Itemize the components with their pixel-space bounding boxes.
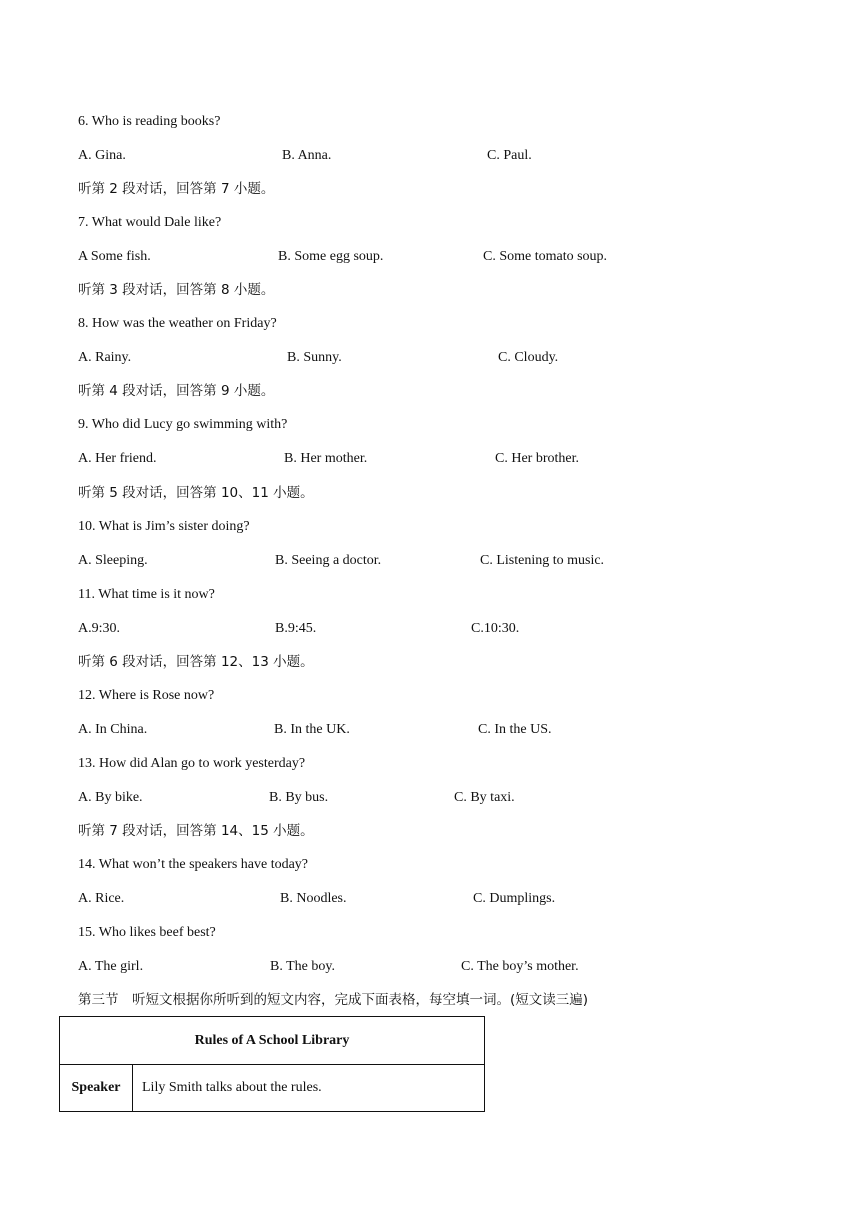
question-13: 13. How did Alan go to work yesterday? [78,756,306,771]
q14-option-b: B. Noodles. [280,891,347,906]
q11-option-b: B.9:45. [275,621,317,636]
q10-option-c: C. Listening to music. [480,553,605,568]
instruction-dialogue-4: 听第 4 段对话，回答第 9 小题。 [78,383,275,399]
q9-option-a: A. Her friend. [78,451,157,466]
q10-option-a: A. Sleeping. [78,553,148,568]
q13-option-a: A. By bike. [78,790,143,805]
q9-option-b: B. Her mother. [284,451,368,466]
section-3-heading: 第三节 听短文根据你所听到的短文内容，完成下面表格，每空填一词。(短文读三遍) [78,992,589,1008]
q7-option-a: A Some fish. [78,249,151,264]
question-7: 7. What would Dale like? [78,215,222,230]
instruction-dialogue-6: 听第 6 段对话，回答第 12、13 小题。 [78,654,314,670]
q15-option-c: C. The boy’s mother. [461,959,579,974]
q8-option-b: B. Sunny. [287,350,342,365]
q9-option-c: C. Her brother. [495,451,579,466]
q15-option-b: B. The boy. [270,959,335,974]
q13-option-c: C. By taxi. [454,790,515,805]
q8-option-a: A. Rainy. [78,350,132,365]
q14-option-c: C. Dumplings. [473,891,556,906]
q10-option-b: B. Seeing a doctor. [275,553,382,568]
q14-option-a: A. Rice. [78,891,125,906]
speaker-value: Lily Smith talks about the rules. [133,1065,485,1112]
q15-option-a: A. The girl. [78,959,144,974]
q12-option-c: C. In the US. [478,722,552,737]
q8-option-c: C. Cloudy. [498,350,559,365]
q11-option-a: A.9:30. [78,621,120,636]
q12-option-a: A. In China. [78,722,148,737]
instruction-dialogue-5: 听第 5 段对话，回答第 10、11 小题。 [78,485,314,501]
question-6: 6. Who is reading books? [78,114,221,129]
question-10: 10. What is Jim’s sister doing? [78,519,250,534]
question-9: 9. Who did Lucy go swimming with? [78,417,288,432]
rules-table [59,1016,485,1112]
question-14: 14. What won’t the speakers have today? [78,857,309,872]
q13-option-b: B. By bus. [269,790,329,805]
q7-option-b: B. Some egg soup. [278,249,384,264]
q7-option-c: C. Some tomato soup. [483,249,608,264]
question-11: 11. What time is it now? [78,587,215,602]
instruction-dialogue-2: 听第 2 段对话，回答第 7 小题。 [78,181,275,197]
speaker-label: Speaker [60,1065,133,1112]
question-12: 12. Where is Rose now? [78,688,215,703]
q11-option-c: C.10:30. [471,621,520,636]
question-15: 15. Who likes beef best? [78,925,216,940]
instruction-dialogue-7: 听第 7 段对话，回答第 14、15 小题。 [78,823,314,839]
q6-option-c: C. Paul. [487,148,532,163]
q6-option-b: B. Anna. [282,148,332,163]
instruction-dialogue-3: 听第 3 段对话，回答第 8 小题。 [78,282,275,298]
q12-option-b: B. In the UK. [274,722,350,737]
question-8: 8. How was the weather on Friday? [78,316,277,331]
q6-option-a: A. Gina. [78,148,126,163]
table-title: Rules of A School Library [60,1017,485,1065]
